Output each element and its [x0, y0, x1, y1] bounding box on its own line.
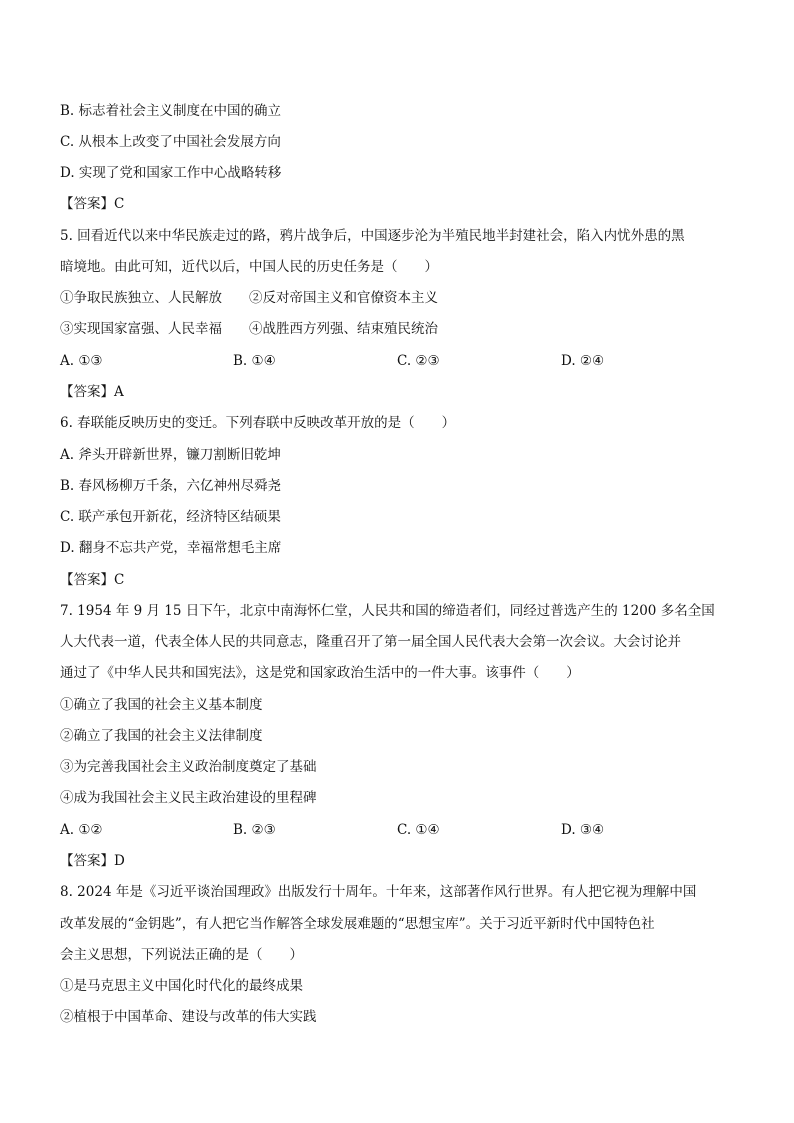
q5-option-b: B. ①④	[233, 353, 276, 369]
q6-option-d: D. 翻身不忘共产党，幸福常想毛主席	[60, 540, 282, 556]
q5-option-c: C. ②③	[397, 353, 440, 369]
q7-item3: ③为完善我国社会主义政治制度奠定了基础	[60, 759, 317, 775]
q6-stem: 6. 春联能反映历史的变迁。下列春联中反映改革开放的是（ ）	[60, 415, 456, 431]
q7-stem-line1: 7. 1954 年 9 月 15 日下午，北京中南海怀仁堂，人民共和国的缔造者们，同经过普选产生的 1200 多名全国	[60, 603, 715, 619]
q7-item4: ④成为我国社会主义民主政治建设的里程碑	[60, 790, 317, 806]
q6-option-c: C. 联产承包开新花，经济特区结硕果	[60, 509, 281, 525]
q5-stem-line2: 暗境地。由此可知，近代以后，中国人民的历史任务是（ ）	[60, 259, 438, 275]
q7-option-d: D. ③④	[561, 822, 605, 838]
q7-stem-line2: 人大代表一道，代表全体人民的共同意志，隆重召开了第一届全国人民代表大会第一次会议。大会讨论并	[60, 634, 681, 650]
q6-answer: 【答案】C	[60, 572, 125, 588]
q8-item1: ①是马克思主义中国化时代化的最终成果	[60, 978, 303, 994]
q5-stem-line1: 5. 回看近代以来中华民族走过的路，鸦片战争后，中国逐步沦为半殖民地半封建社会，陷入内忧外患的黑	[60, 228, 685, 244]
q8-item2: ②植根于中国革命、建设与改革的伟大实践	[60, 1009, 317, 1025]
q7-item2: ②确立了我国的社会主义法律制度	[60, 728, 263, 744]
q5-option-d: D. ②④	[561, 353, 605, 369]
q5-answer: 【答案】A	[60, 384, 124, 400]
q8-stem-line3: 会主义思想，下列说法正确的是（ ）	[60, 947, 303, 963]
q6-option-b: B. 春风杨柳万千条，六亿神州尽舜尧	[60, 478, 282, 494]
q7-item1: ①确立了我国的社会主义基本制度	[60, 697, 263, 713]
q4-option-d: D. 实现了党和国家工作中心战略转移	[60, 165, 282, 181]
q5-items-row2: ③实现国家富强、人民幸福 ④战胜西方列强、结束殖民统治	[60, 321, 438, 337]
q7-option-c: C. ①④	[397, 822, 440, 838]
q5-items-row1: ①争取民族独立、人民解放 ②反对帝国主义和官僚资本主义	[60, 290, 438, 306]
q6-option-a: A. 斧头开辟新世界，镰刀割断旧乾坤	[60, 447, 281, 463]
q8-stem-line1: 8. 2024 年是《习近平谈治国理政》出版发行十周年。十年来，这部著作风行世界。有人把它视为理解中国	[60, 884, 697, 900]
q7-stem-line3: 通过了《中华人民共和国宪法》，这是党和国家政治生活中的一件大事。该事件（ ）	[60, 665, 580, 681]
q7-answer: 【答案】D	[60, 853, 125, 869]
q4-answer: 【答案】C	[60, 196, 125, 212]
q4-option-c: C. 从根本上改变了中国社会发展方向	[60, 134, 281, 150]
q4-option-b: B. 标志着社会主义制度在中国的确立	[60, 103, 282, 119]
q8-stem-line2: 改革发展的“金钥匙”，有人把它当作解答全球发展难题的“思想宝库”。关于习近平新时代中国特色社	[60, 916, 655, 932]
q7-option-b: B. ②③	[233, 822, 276, 838]
q5-option-a: A. ①③	[60, 353, 103, 369]
q7-option-a: A. ①②	[60, 822, 103, 838]
